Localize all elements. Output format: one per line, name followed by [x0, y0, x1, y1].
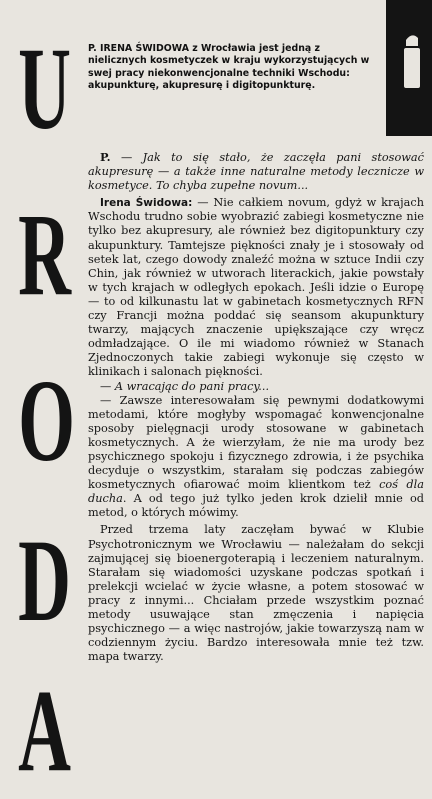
question-1	[88, 150, 424, 193]
question-2: — A wracając do pani pracy...	[100, 379, 270, 393]
interviewee-label: Irena Świdowa:	[100, 197, 193, 210]
lipstick-icon	[400, 32, 424, 90]
answer-2-after: . A od tego już tylko jeden krok dzielił mnie od metod, o których mówimy.	[88, 492, 424, 520]
answer-1-text: — Nie całkiem novum, gdyż w krajach Wschodu trudno sobie wyobrazić zabiegi kosmetyczne nie tylko bez akupresury, ale również bez digitopunktury czy akupunktury. Tamtejsze piękności znały je i stosowały od setek lat, czego dowody znaleźć można w sztuce Indii czy Chin, jak również w utworach literackich, jakie powstały w tych krajach w odległych epokach. Jeśli idzie o Europę — to od kilkunastu lat w gabinetach kosmetycznych RFN czy Francji można poddać się seansom akupunktury twarzy, mających znaczenie upiększające czy wręcz odmładzające. O ile mi wiadomo również w Stanach Zjednoczonych takie zabiegi wykonuje się często w klinikach i salonach piękności.	[88, 196, 425, 379]
article-body	[88, 150, 424, 664]
answer-2-emphasis: coś dla ducha	[88, 478, 424, 506]
paragraph-3: Przed trzema laty zaczęłam bywać w Klubie Psychotronicznym we Wrocławiu — należałam do sekcji zajmującej się bioenergoterapią i leczeniem naturalnym. Starałam się wiadomości uzyskane podczas spotkań i prelekcji wcielać w życie własne, a potem stosować w pracy z innymi... Chciałam przede wszystkim poznać metody usuwające stan zmęczenia i napięcia psychicznego — a więc nastrojów, jakie towarzyszą nam w codziennym życiu. Bardzo interesowała mnie też tzw. mapa twarzy.	[88, 523, 424, 664]
title-letter-o: O	[18, 355, 76, 486]
question-1-text: — Jak to się stało, że zaczęła pani stosować akupresurę — a także inne naturalne metody lecznicze w kosmetyce. To chyba zupełne novum...	[88, 151, 424, 193]
answer-2	[88, 394, 424, 521]
answer-2-before: — Zawsze interesowałam się pewnymi dodatkowymi metodami, które mogłyby wspomagać konwencjonalne sposoby pielęgnacji urody stosowane w gabinetach kosmetycznych. A że wierzyłam, że nie ma urody bez psychicznego spokoju i fizycznego zdrowia, i że psychika decyduje o wszystkim, starałam się podczas zabiegów kosmetycznych ofiarować moim klientkom też	[88, 393, 424, 492]
title-letter-r: R	[18, 189, 71, 320]
answer-1	[88, 196, 424, 379]
title-letter-d: D	[18, 515, 71, 646]
intro-lead: P. IRENA ŚWIDOWA z Wrocławia jest jedną z nielicznych kosmetyczek w kraju wykorzystujących w swej pracy niekonwencjonalne techniki Wschodu: akupunkturę, akupresurę i digitopunkturę.	[88, 43, 370, 92]
corner-block	[386, 0, 432, 136]
title-letter-a: A	[18, 665, 71, 796]
title-letter-u: U	[18, 23, 71, 154]
interviewer-label: P.	[100, 150, 111, 164]
